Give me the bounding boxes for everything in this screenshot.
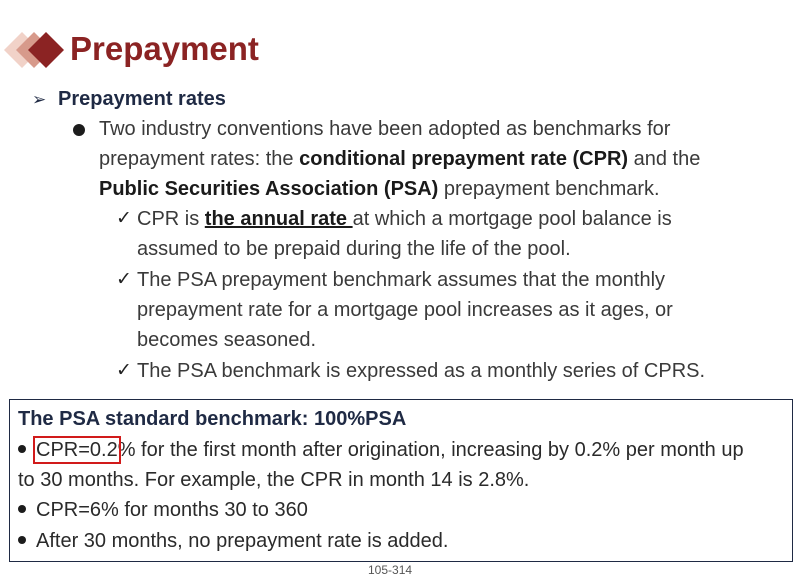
page-number: 105-314 — [368, 563, 413, 577]
annual-rate-term: the annual rate — [204, 208, 353, 230]
check-icon: ✓ — [116, 269, 132, 290]
box-bullet2-text: CPR=6% for months 30 to 360 — [36, 499, 308, 521]
box-bullet1-rest: % for the first month after origination, increasing by 0.2% per month up — [117, 439, 744, 461]
check1-text-a: CPR is — [137, 208, 205, 230]
section-heading-text: Prepayment rates — [58, 88, 226, 110]
box-bullet1-line2: to 30 months. For example, the CPR in month 14 is 2.8%. — [18, 469, 530, 491]
bullet1-line2-tail: and the — [628, 148, 701, 170]
check1-line1 — [137, 204, 672, 234]
bullet1-line2 — [99, 144, 700, 174]
check-icon: ✓ — [116, 208, 132, 229]
bullet-dot-icon — [73, 124, 85, 136]
bullet-dot-icon — [18, 536, 26, 544]
psa-term: Public Securities Association (PSA) — [99, 178, 439, 200]
section-heading — [32, 86, 226, 113]
highlighted-cpr: CPR=0.2 — [36, 439, 118, 461]
box-bullet3 — [18, 526, 448, 556]
check2-line1: The PSA prepayment benchmark assumes that the monthly — [137, 269, 666, 291]
box-bullet3-text: After 30 months, no prepayment rate is added. — [36, 530, 449, 552]
arrow-bullet-icon: ➢ — [32, 90, 47, 109]
bullet1-line2-text: prepayment rates: the — [99, 148, 300, 170]
diamond-logo-icon — [4, 28, 64, 72]
check1-text-b: at which a mortgage pool balance is — [352, 208, 672, 230]
box-bullet2 — [18, 495, 308, 525]
check1-line2: assumed to be prepaid during the life of the pool. — [137, 238, 571, 260]
check2-line3: becomes seasoned. — [137, 329, 317, 351]
check2-line2: prepayment rate for a mortgage pool increases as it ages, or — [137, 299, 673, 321]
check3-line: The PSA benchmark is expressed as a monthly series of CPRS. — [137, 360, 706, 382]
bullet1-line1: Two industry conventions have been adopted as benchmarks for — [99, 118, 671, 140]
bullet-dot-icon — [18, 505, 26, 513]
bullet1-line3-tail: prepayment benchmark. — [438, 178, 660, 200]
slide-title: Prepayment — [70, 30, 259, 67]
check-icon: ✓ — [116, 360, 132, 381]
bullet1-line3 — [99, 174, 660, 204]
cpr-term: conditional prepayment rate (CPR) — [299, 148, 629, 170]
box-bullet1-line1 — [18, 435, 744, 465]
bullet-dot-icon — [18, 445, 26, 453]
box-title: The PSA standard benchmark: 100%PSA — [18, 408, 407, 430]
